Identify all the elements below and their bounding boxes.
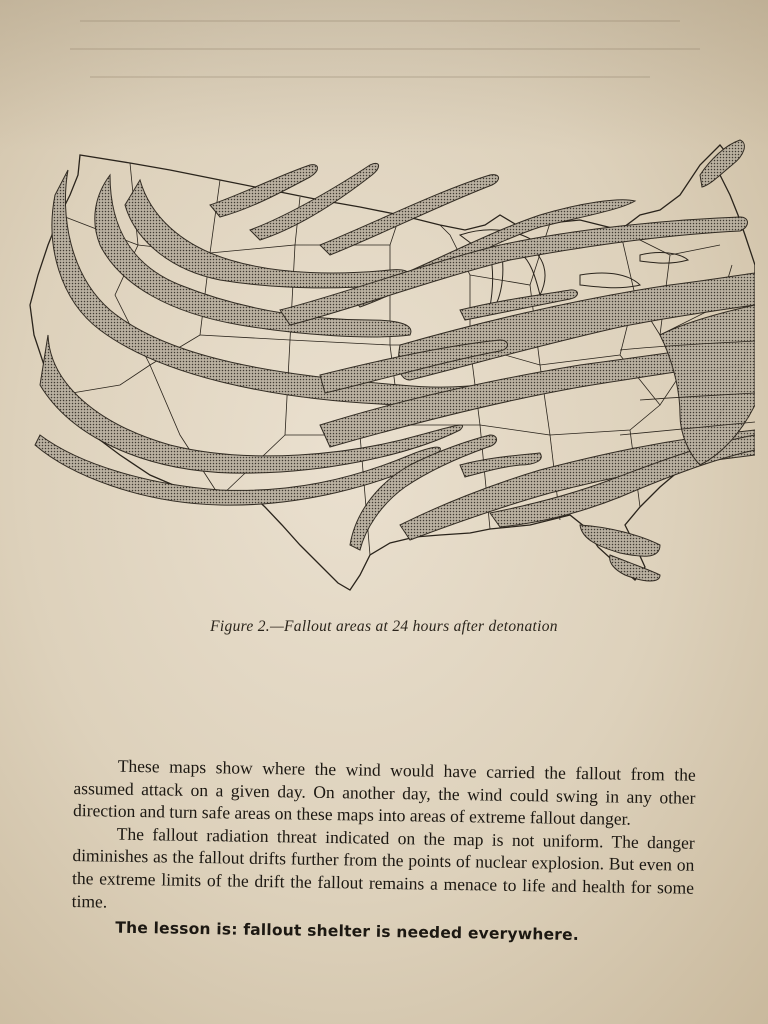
fallout-map <box>20 135 755 605</box>
figure-caption: Figure 2.—Fallout areas at 24 hours after detonation <box>210 618 558 635</box>
bleed-line <box>70 48 700 50</box>
us-map-svg <box>20 135 755 605</box>
paragraph-1: These maps show where the wind would have carried the fallout from the assumed attack on a given day. On another day, the wind could swing in any other direction and turn safe areas on these maps into areas of extreme fallout danger. <box>72 755 696 829</box>
body-text <box>71 754 696 948</box>
fallout-plumes <box>35 140 755 581</box>
bleed-line <box>90 76 650 78</box>
bleed-line <box>80 20 680 22</box>
bleed-through-shadow <box>0 0 768 150</box>
lesson-statement: The lesson is: fallout shelter is needed everywhere. <box>115 918 580 945</box>
plume <box>580 525 660 556</box>
paragraph-2: The fallout radiation threat indicated on the map is not uniform. The danger diminishes as the fallout drifts further from the points of nuclear explosion. But even on the extreme limits of the drift the fallout remains a menace to life and health for some time. <box>71 823 695 912</box>
plume <box>610 555 660 581</box>
